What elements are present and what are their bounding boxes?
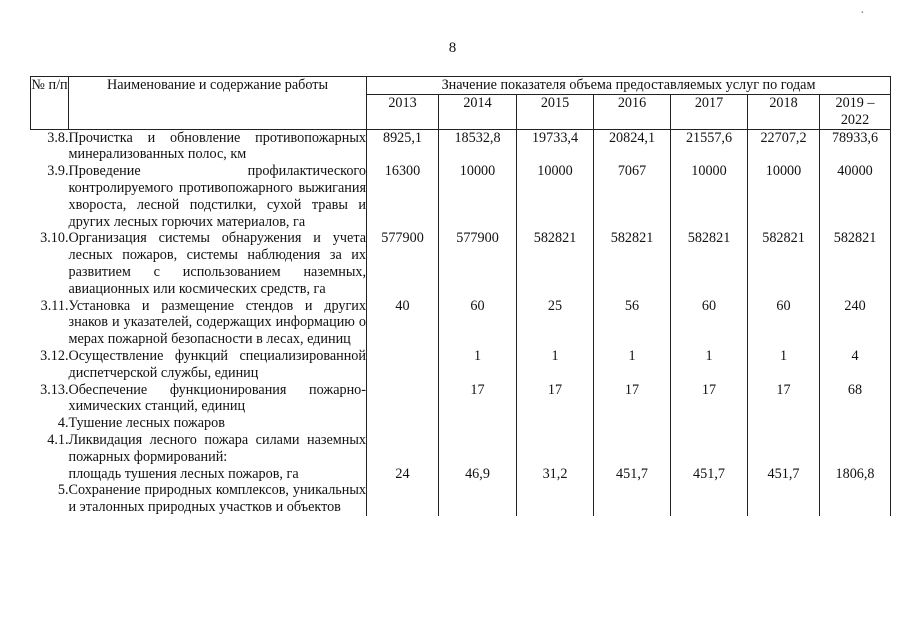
row-value: 78933,6 xyxy=(820,129,891,163)
row-value xyxy=(820,432,891,466)
header-year: 2013 xyxy=(367,95,439,130)
row-value: 10000 xyxy=(439,163,517,230)
row-name: площадь тушения лесных пожаров, га xyxy=(68,465,299,482)
row-num: 3.12. xyxy=(40,347,69,364)
header-year: 2014 xyxy=(439,95,517,130)
row-value: 17 xyxy=(748,382,820,416)
row-value: 40000 xyxy=(820,163,891,230)
row-value: 22707,2 xyxy=(748,129,820,163)
row-value: 582821 xyxy=(671,230,748,297)
row-value xyxy=(671,432,748,466)
row-name: Прочистка и обновление противопожарных минерализованных полос, км xyxy=(68,129,366,163)
header-year: 2017 xyxy=(671,95,748,130)
row-value: 16300 xyxy=(367,163,439,230)
row-num xyxy=(31,466,69,483)
row-value: 24 xyxy=(367,466,439,483)
row-name: Установка и размещение стендов и других знаков и указателей, содержащих информацию о мерах пожарной безопасности в лесах, единиц xyxy=(68,297,366,348)
header-group: Значение показателя объема предоставляемых услуг по годам xyxy=(367,77,891,95)
table-row xyxy=(31,415,891,432)
row-value: 10000 xyxy=(671,163,748,230)
row-value xyxy=(820,415,891,432)
row-value: 17 xyxy=(517,382,594,416)
row-value: 7067 xyxy=(594,163,671,230)
row-value xyxy=(367,482,439,516)
row-name: Проведение профилактического контролируемого противопожарного выжигания хвороста, лесной подстилки, сухой травы и других лесных горючих материалов, га xyxy=(68,163,366,230)
header-num: № п/п xyxy=(31,77,69,130)
row-name: Организация системы обнаружения и учета лесных пожаров, системы наблюдения за их развитием с использованием наземных, авиационных или космических средств, га xyxy=(68,230,366,297)
row-value xyxy=(517,482,594,516)
row-value: 582821 xyxy=(820,230,891,297)
table-row xyxy=(31,230,891,297)
row-value xyxy=(820,482,891,516)
row-value: 17 xyxy=(439,382,517,416)
row-value: 4 xyxy=(820,348,891,382)
services-volume-table xyxy=(30,76,891,516)
row-value: 1 xyxy=(748,348,820,382)
row-value xyxy=(594,432,671,466)
row-value xyxy=(748,432,820,466)
row-value: 1 xyxy=(671,348,748,382)
table-row xyxy=(31,298,891,348)
header-year: 2019 – 2022 xyxy=(820,95,891,130)
row-value: 46,9 xyxy=(439,466,517,483)
table-row xyxy=(31,466,891,483)
row-num: 4. xyxy=(57,415,69,432)
row-value: 20824,1 xyxy=(594,129,671,163)
row-value: 577900 xyxy=(439,230,517,297)
table-row xyxy=(31,163,891,230)
row-value xyxy=(748,482,820,516)
row-value: 577900 xyxy=(367,230,439,297)
row-num: 3.10. xyxy=(40,230,69,247)
table-row xyxy=(31,432,891,466)
row-value xyxy=(671,482,748,516)
table-row xyxy=(31,129,891,163)
row-value: 60 xyxy=(671,298,748,348)
row-value xyxy=(594,415,671,432)
row-value xyxy=(439,432,517,466)
row-value: 31,2 xyxy=(517,466,594,483)
row-value: 21557,6 xyxy=(671,129,748,163)
row-value xyxy=(594,482,671,516)
row-value: 1 xyxy=(517,348,594,382)
row-num: 5. xyxy=(57,482,69,499)
row-value: 10000 xyxy=(748,163,820,230)
row-value xyxy=(439,415,517,432)
row-name: Осуществление функций специализированной диспетчерской службы, единиц xyxy=(68,347,366,381)
table-row xyxy=(31,482,891,516)
row-value: 17 xyxy=(671,382,748,416)
corner-mark: · xyxy=(860,6,865,21)
table-row xyxy=(31,382,891,416)
row-value: 19733,4 xyxy=(517,129,594,163)
header-year: 2015 xyxy=(517,95,594,130)
row-value: 8925,1 xyxy=(367,129,439,163)
page-number: 8 xyxy=(448,40,457,56)
row-value: 451,7 xyxy=(671,466,748,483)
row-value: 18532,8 xyxy=(439,129,517,163)
row-value: 1 xyxy=(439,348,517,382)
row-num: 4.1. xyxy=(47,431,69,448)
row-value: 10000 xyxy=(517,163,594,230)
row-value xyxy=(367,415,439,432)
header-year: 2016 xyxy=(594,95,671,130)
row-value xyxy=(517,432,594,466)
row-value xyxy=(367,382,439,416)
row-value: 25 xyxy=(517,298,594,348)
row-value: 240 xyxy=(820,298,891,348)
row-value: 56 xyxy=(594,298,671,348)
row-name: Ликвидация лесного пожара силами наземных пожарных формирований: xyxy=(68,431,366,465)
row-value: 1806,8 xyxy=(820,466,891,483)
row-value xyxy=(517,415,594,432)
row-name: Сохранение природных комплексов, уникальных и эталонных природных участков и объектов xyxy=(68,482,366,516)
row-num: 3.8. xyxy=(47,129,69,146)
row-value: 40 xyxy=(367,298,439,348)
row-value: 582821 xyxy=(594,230,671,297)
row-num: 3.13. xyxy=(40,381,69,398)
row-value: 451,7 xyxy=(594,466,671,483)
row-value: 60 xyxy=(748,298,820,348)
row-value: 582821 xyxy=(517,230,594,297)
header-name: Наименование и содержание работы xyxy=(69,77,367,130)
row-value xyxy=(748,415,820,432)
row-value xyxy=(367,432,439,466)
row-value: 17 xyxy=(594,382,671,416)
row-value: 60 xyxy=(439,298,517,348)
row-value: 68 xyxy=(820,382,891,416)
row-value: 451,7 xyxy=(748,466,820,483)
row-value xyxy=(439,482,517,516)
header-year: 2018 xyxy=(748,95,820,130)
row-name: Тушение лесных пожаров xyxy=(68,415,225,432)
row-value xyxy=(671,415,748,432)
row-value: 582821 xyxy=(748,230,820,297)
row-num: 3.9. xyxy=(47,163,69,180)
table-row xyxy=(31,348,891,382)
row-value: 1 xyxy=(594,348,671,382)
row-num: 3.11. xyxy=(40,297,69,314)
row-name: Обеспечение функционирования пожарно-химических станций, единиц xyxy=(68,381,366,415)
row-value xyxy=(367,348,439,382)
